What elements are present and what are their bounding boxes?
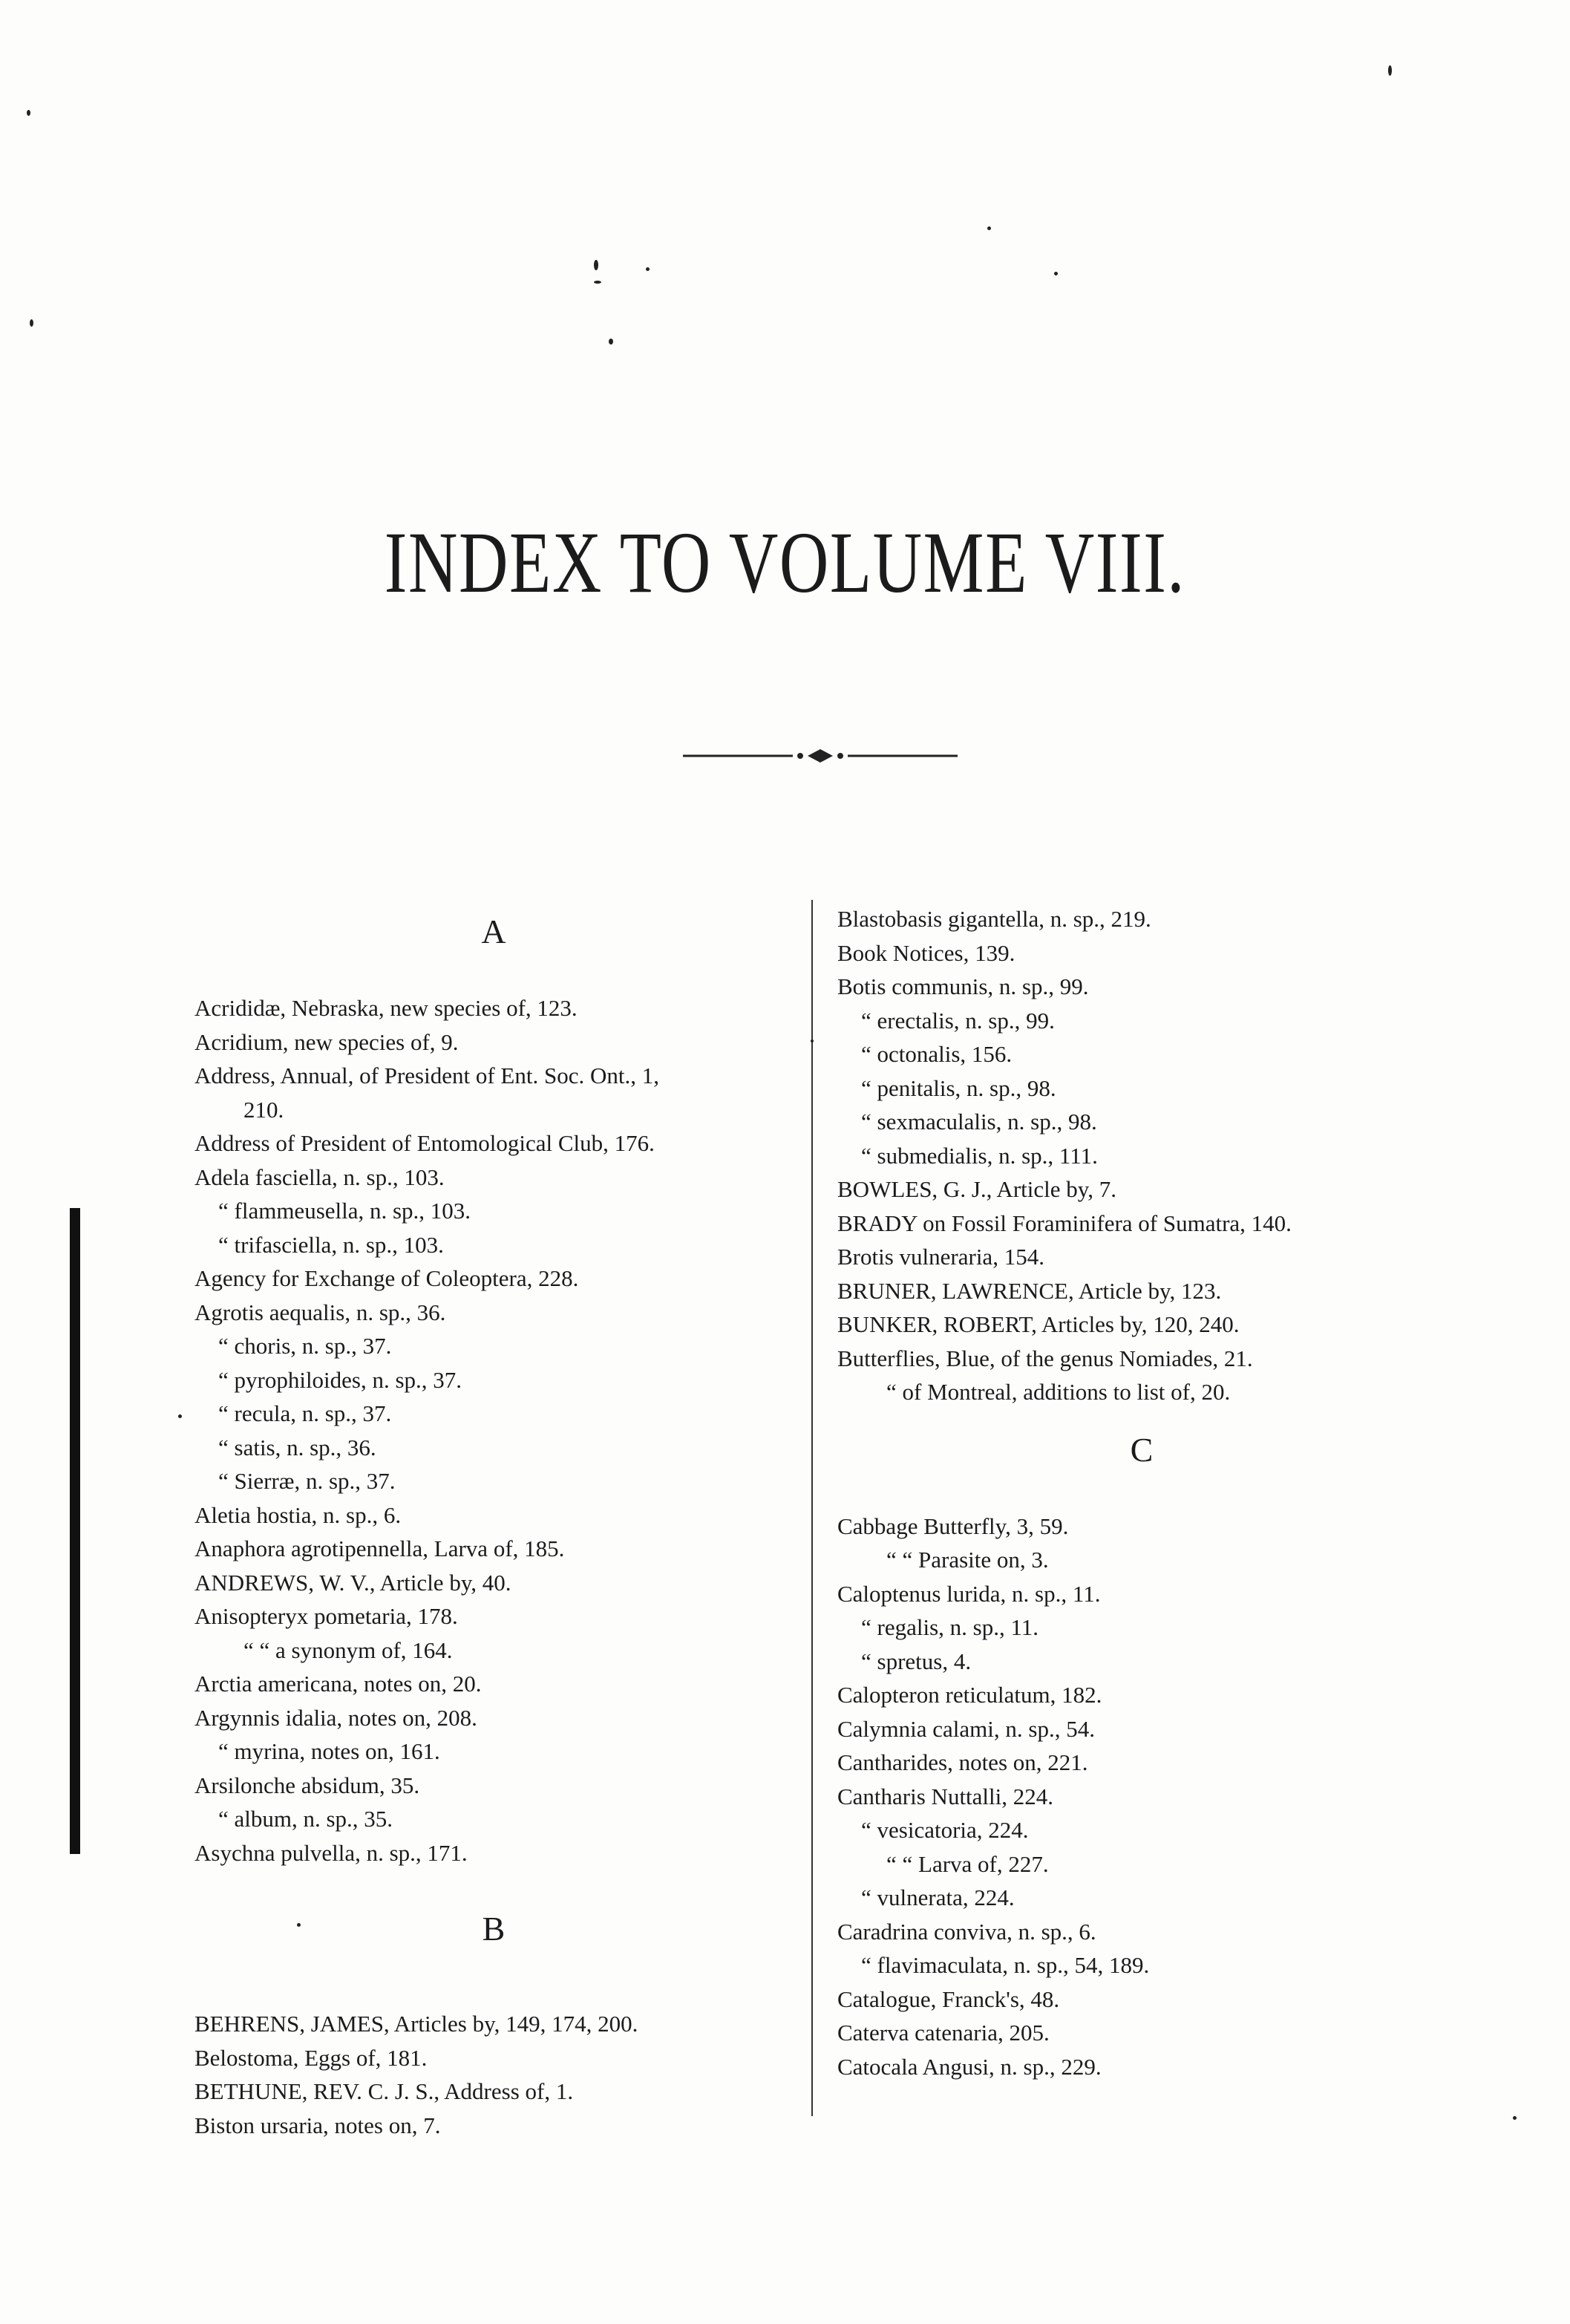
- index-entry: Agency for Exchange of Coleoptera, 228.: [194, 1265, 579, 1291]
- index-entry: Caradrina conviva, n. sp., 6.: [837, 1918, 1096, 1945]
- index-entry: “ pyrophiloides, n. sp., 37.: [218, 1366, 462, 1393]
- index-entry: “ flammeusella, n. sp., 103.: [218, 1198, 471, 1224]
- scan-speck: [27, 110, 30, 116]
- index-entry: “ myrina, notes on, 161.: [218, 1738, 440, 1764]
- index-entry: Caloptenus lurida, n. sp., 11.: [837, 1580, 1101, 1607]
- index-entry: “ Sierræ, n. sp., 37.: [218, 1468, 396, 1494]
- index-entry: BRADY on Fossil Foraminifera of Sumatra, 140.: [837, 1210, 1292, 1236]
- index-entry: Book Notices, 139.: [837, 939, 1015, 966]
- scan-speck: [594, 260, 598, 270]
- scan-speck: [1054, 272, 1058, 275]
- index-entry: “ choris, n. sp., 37.: [218, 1333, 392, 1359]
- right-column: [837, 902, 1491, 2083]
- index-entry: Adela fasciella, n. sp., 103.: [194, 1163, 445, 1190]
- index-entry: Aletia hostia, n. sp., 6.: [194, 1501, 402, 1528]
- index-entry: “ submedialis, n. sp., 111.: [861, 1142, 1098, 1169]
- index-entry: BRUNER, LAWRENCE, Article by, 123.: [837, 1277, 1222, 1304]
- index-entry: Caterva catenaria, 205.: [837, 2020, 1050, 2046]
- index-entry: Arctia americana, notes on, 20.: [194, 1671, 482, 1697]
- index-entry: 210.: [243, 1096, 284, 1123]
- index-entry: Belostoma, Eggs of, 181.: [194, 2044, 428, 2071]
- index-entry: “ regalis, n. sp., 11.: [861, 1614, 1039, 1640]
- index-list-a: [194, 991, 803, 1870]
- index-entry: “ flavimaculata, n. sp., 54, 189.: [861, 1952, 1150, 1978]
- index-entry: Acridium, new species of, 9.: [194, 1028, 459, 1055]
- index-entry: Catocala Angusi, n. sp., 229.: [837, 2053, 1102, 2080]
- section-letter-a: A: [481, 913, 506, 950]
- margin-binding-mark: [70, 1208, 80, 1854]
- index-entry: Butterflies, Blue, of the genus Nomiades, 21.: [837, 1345, 1253, 1371]
- index-entry: “ recula, n. sp., 37.: [218, 1400, 392, 1426]
- scan-speck: [178, 1414, 182, 1418]
- index-entry: ANDREWS, W. V., Article by, 40.: [194, 1569, 511, 1596]
- index-entry: Calymnia calami, n. sp., 54.: [837, 1715, 1095, 1742]
- index-entry: Calopteron reticulatum, 182.: [837, 1682, 1102, 1708]
- index-list-c: [837, 1509, 1491, 2084]
- index-entry: Catalogue, Franck's, 48.: [837, 1985, 1060, 2012]
- index-entry: Biston ursaria, notes on, 7.: [194, 2112, 441, 2138]
- section-letter-b: B: [482, 1910, 506, 1948]
- column-divider: [811, 900, 813, 2116]
- index-entry: “ erectalis, n. sp., 99.: [861, 1007, 1055, 1034]
- scan-speck: [987, 226, 991, 230]
- index-entry: Botis communis, n. sp., 99.: [837, 973, 1089, 999]
- index-entry: BOWLES, G. J., Article by, 7.: [837, 1176, 1116, 1202]
- index-entry: Anaphora agrotipennella, Larva of, 185.: [194, 1535, 565, 1561]
- index-entry: Anisopteryx pometaria, 178.: [194, 1603, 458, 1629]
- scan-speck: [1513, 2116, 1517, 2120]
- index-entry: Address, Annual, of President of Ent. Soc. Ont., 1,: [194, 1063, 659, 1088]
- index-entry: Acrididæ, Nebraska, new species of, 123.: [194, 995, 578, 1021]
- index-list-b: [194, 2007, 803, 2142]
- index-entry: Agrotis aequalis, n. sp., 36.: [194, 1299, 446, 1325]
- scan-speck: [646, 267, 650, 271]
- index-entry: “ trifasciella, n. sp., 103.: [218, 1231, 444, 1258]
- index-entry: “ sexmaculalis, n. sp., 98.: [861, 1109, 1097, 1135]
- index-entry: “ octonalis, 156.: [861, 1041, 1013, 1067]
- index-entry: Address of President of Entomological Club, 176.: [194, 1130, 655, 1156]
- index-entry: Brotis vulneraria, 154.: [837, 1244, 1044, 1270]
- index-entry: Argynnis idalia, notes on, 208.: [194, 1704, 477, 1731]
- section-letter-c: C: [1130, 1430, 1154, 1469]
- scan-speck: [811, 1039, 814, 1042]
- index-entry: Asychna pulvella, n. sp., 171.: [194, 1839, 468, 1866]
- index-entry: “ of Montreal, additions to list of, 20.: [886, 1379, 1231, 1405]
- index-entry: “ spretus, 4.: [861, 1648, 972, 1674]
- index-entry: BETHUNE, REV. C. J. S., Address of, 1.: [194, 2078, 574, 2104]
- scan-speck: [297, 1923, 301, 1927]
- index-entry: Cantharis Nuttalli, 224.: [837, 1783, 1054, 1809]
- scan-speck: [1388, 65, 1392, 76]
- index-list-b-continued: [837, 902, 1491, 1409]
- index-entry: “ “ a synonym of, 164.: [243, 1636, 453, 1663]
- index-entry: Blastobasis gigantella, n. sp., 219.: [837, 906, 1151, 932]
- index-entry: “ vulnerata, 224.: [861, 1884, 1015, 1910]
- index-entry: “ penitalis, n. sp., 98.: [861, 1074, 1056, 1101]
- scan-speck: [594, 281, 601, 284]
- index-entry: Cabbage Butterfly, 3, 59.: [837, 1512, 1069, 1539]
- index-entry: “ vesicatoria, 224.: [861, 1817, 1029, 1843]
- left-column: [194, 902, 803, 2142]
- index-entry: “ “ Parasite on, 3.: [886, 1547, 1049, 1573]
- index-entry: BUNKER, ROBERT, Articles by, 120, 240.: [837, 1311, 1240, 1337]
- index-entry: “ album, n. sp., 35.: [218, 1806, 393, 1832]
- page-title: INDEX TO VOLUME VIII.: [384, 514, 1186, 611]
- index-entry: Cantharides, notes on, 221.: [837, 1749, 1088, 1775]
- scan-speck: [609, 339, 613, 345]
- index-entry: BEHRENS, JAMES, Articles by, 149, 174, 200.: [194, 2011, 638, 2037]
- index-entry: “ “ Larva of, 227.: [886, 1850, 1049, 1877]
- index-entry: Arsilonche absidum, 35.: [194, 1772, 420, 1798]
- index-entry: “ satis, n. sp., 36.: [218, 1434, 376, 1460]
- scan-speck: [30, 319, 33, 327]
- title-ornament: [683, 745, 958, 767]
